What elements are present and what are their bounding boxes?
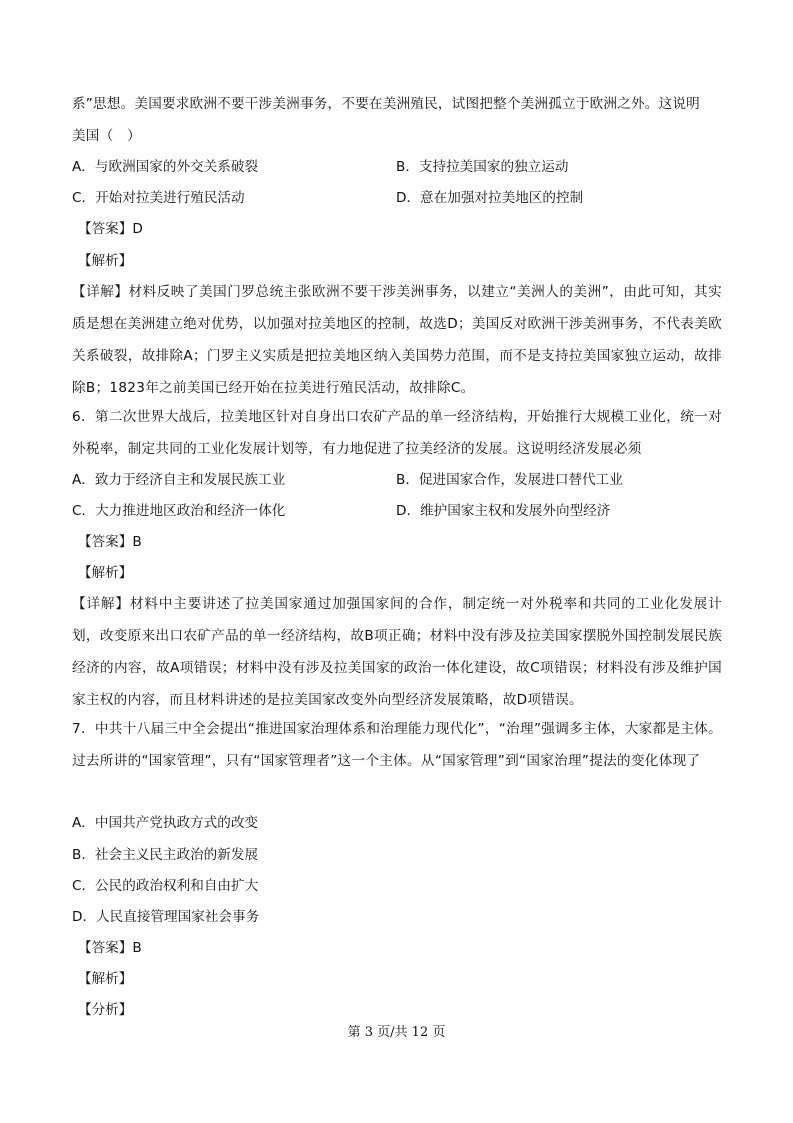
q5-detail: 【详解】材料反映了美国门罗总统主张欧洲不要干涉美洲事务，以建立“美洲人的美洲”，由此可知，其实质是想在美洲建立绝对优势，以加强对拉美地区的控制，故选D；美国反对欧洲干涉美洲事务，不代表美欧关系破裂，故排除A；门罗主义实质是把拉美地区纳入美国势力范围，而不是支持拉美国家独立运动，故排除B；1823年之前美国已经开始在拉美进行殖民活动，故排除C。 <box>72 284 722 396</box>
q6-option-c: C．大力推进地区政治和经济一体化 <box>72 503 286 519</box>
q5-option-d: D．意在加强对拉美地区的控制 <box>396 190 584 206</box>
q5-option-a: A．与欧洲国家的外交关系破裂 <box>72 159 259 175</box>
q6-option-d: D．维护国家主权和发展外向型经济 <box>396 503 611 519</box>
q7-option-d: D．人民直接管理国家社会事务 <box>72 909 260 925</box>
q6-option-b: B．促进国家合作，发展进口替代工业 <box>396 472 623 488</box>
q5-analysis-tag: 【解析】 <box>78 253 133 269</box>
q6-option-a: A．致力于经济自主和发展民族工业 <box>72 472 286 488</box>
q7-analysis-tag: 【解析】 <box>78 971 133 987</box>
q6-answer: 【答案】B <box>78 534 142 550</box>
q5-stem-line2: 美国（ ） <box>72 128 141 144</box>
q7-stem: 7．中共十八届三中全会提出“推进国家治理体系和治理能力现代化”，“治理”强调多主体，大家都是主体。过去所讲的“国家管理”，只有“国家管理者”这一个主体。从“国家管理”到“国家治理”提法的变化体现了 <box>72 721 722 769</box>
q7-answer: 【答案】B <box>78 940 142 956</box>
page-footer: 第 3 页/共 12 页 <box>347 1025 446 1040</box>
q5-answer: 【答案】D <box>78 221 143 237</box>
q6-detail: 【详解】材料中主要讲述了拉美国家通过加强国家间的合作，制定统一对外税率和共同的工业化发展计划，改变原来出口农矿产品的单一经济结构，故B项正确；材料中没有涉及拉美国家摆脱外国控制发展民族经济的内容，故A项错误；材料中没有涉及拉美国家的政治一体化建设，故C项错误；材料没有涉及维护国家主权的内容，而且材料讲述的是拉美国家改变外向型经济发展策略，故D项错误。 <box>72 596 722 708</box>
q5-option-c: C．开始对拉美进行殖民活动 <box>72 190 245 206</box>
q5-option-b: B．支持拉美国家的独立运动 <box>396 159 569 175</box>
q7-option-c: C．公民的政治权利和自由扩大 <box>72 878 259 894</box>
q6-analysis-tag: 【解析】 <box>78 565 133 581</box>
q7-fenxi-tag: 【分析】 <box>78 1002 133 1018</box>
q6-stem: 6．第二次世界大战后，拉美地区针对自身出口农矿产品的单一经济结构，开始推行大规模工业化，统一对外税率，制定共同的工业化发展计划等，有力地促进了拉美经济的发展。这说明经济发展必须 <box>72 409 722 457</box>
q5-stem-line1: 系”思想。美国要求欧洲不要干涉美洲事务，不要在美洲殖民，试图把整个美洲孤立于欧洲之外。这说明 <box>72 96 700 112</box>
q7-option-b: B．社会主义民主政治的新发展 <box>72 847 259 863</box>
q7-option-a: A．中国共产党执政方式的改变 <box>72 815 259 831</box>
